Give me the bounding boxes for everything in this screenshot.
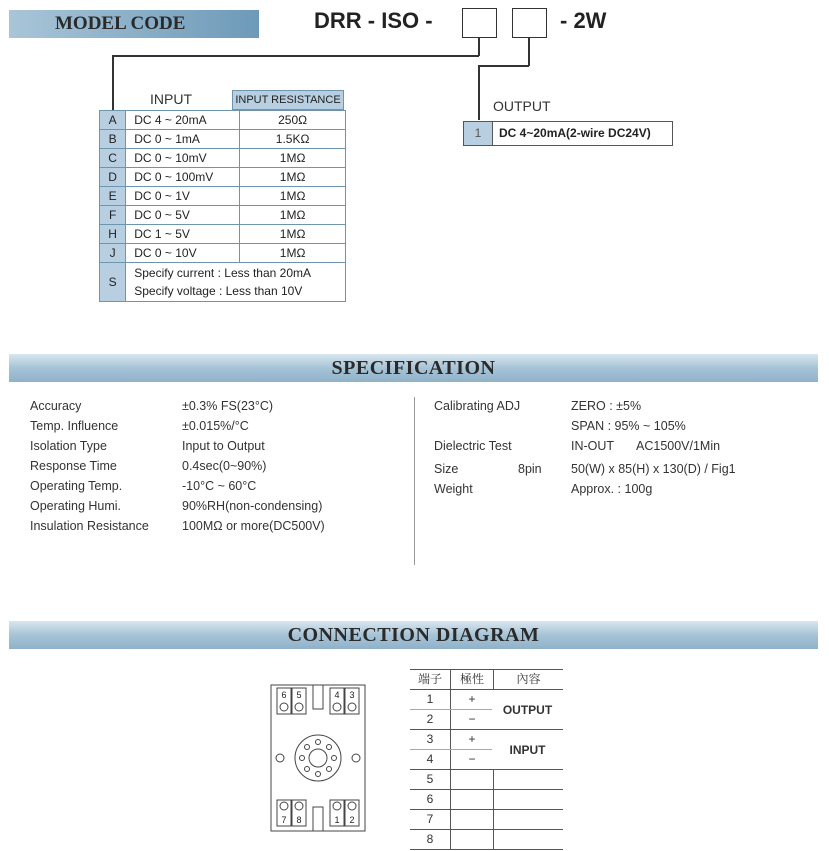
- terminal-3: 3: [349, 690, 355, 700]
- input-row: [100, 244, 346, 263]
- output-desc: DC 4~20mA(2-wire DC24V): [499, 126, 651, 140]
- terminal-5: 5: [296, 690, 302, 700]
- spec-label: Accuracy: [30, 399, 82, 413]
- spec-value: 100MΩ or more(DC500V): [182, 519, 325, 533]
- size-value: 50(W) x 85(H) x 130(D) / Fig1: [571, 462, 736, 476]
- spec-label: Operating Humi.: [30, 499, 122, 513]
- input-row: [100, 206, 346, 225]
- spec-label: Operating Temp.: [30, 479, 123, 493]
- terminal-8: 8: [296, 815, 302, 825]
- terminal-number: 3: [410, 730, 451, 749]
- output-content: OUTPUT: [492, 690, 563, 730]
- input-content: INPUT: [492, 730, 563, 770]
- model-suffix: - 2W: [560, 8, 607, 33]
- input-range: DC 1 ~ 5V: [126, 225, 240, 244]
- terminal-7: 7: [281, 815, 287, 825]
- input-row: [100, 187, 346, 206]
- polarity: +: [451, 730, 494, 749]
- connection-table: [410, 669, 563, 850]
- input-resistance: 1MΩ: [240, 149, 346, 168]
- terminal-number: 7: [410, 810, 451, 829]
- output-row: [463, 121, 673, 146]
- input-code: D: [100, 168, 126, 187]
- connection-row: [410, 790, 563, 810]
- specification-heading: SPECIFICATION: [9, 354, 818, 382]
- input-resistance: 1MΩ: [240, 206, 346, 225]
- input-resistance-header: INPUT RESISTANCE: [232, 90, 344, 110]
- input-code-box: [462, 8, 497, 38]
- spec-value: 0.4sec(0~90%): [182, 459, 267, 473]
- input-resistance: 1MΩ: [240, 244, 346, 263]
- terminal-6: 6: [281, 690, 287, 700]
- weight-value: Approx. : 100g: [571, 482, 653, 496]
- input-range: DC 0 ~ 10V: [126, 244, 240, 263]
- input-row: [100, 111, 346, 130]
- terminal-number: 5: [410, 770, 451, 789]
- input-range: DC 0 ~ 5V: [126, 206, 240, 225]
- polarity: −: [451, 710, 494, 729]
- input-table: [99, 110, 346, 302]
- header-content: 內容: [516, 672, 541, 686]
- terminal-2: 2: [349, 815, 355, 825]
- connection-diagram-heading: CONNECTION DIAGRAM: [9, 621, 818, 649]
- zero-value: ZERO : ±5%: [571, 399, 642, 413]
- input-range: DC 0 ~ 1mA: [126, 130, 240, 149]
- header-polarity: 極性: [451, 670, 494, 689]
- input-code: F: [100, 206, 126, 225]
- spec-label: Insulation Resistance: [30, 519, 149, 533]
- input-row: [100, 225, 346, 244]
- spec-labels: [30, 396, 149, 536]
- output-label: OUTPUT: [493, 98, 551, 114]
- spec-divider: [414, 397, 415, 565]
- input-code: S: [100, 263, 126, 302]
- input-row: [100, 149, 346, 168]
- model-code-heading: MODEL CODE: [9, 10, 259, 38]
- terminal-number: 8: [410, 830, 451, 849]
- terminal-number: 4: [410, 750, 451, 769]
- input-code: B: [100, 130, 126, 149]
- size-pin: 8pin: [518, 462, 542, 476]
- span-value: SPAN : 95% ~ 105%: [571, 419, 686, 433]
- terminal-number: 6: [410, 790, 451, 809]
- terminal-4: 4: [334, 690, 340, 700]
- input-resistance: 1MΩ: [240, 225, 346, 244]
- input-resistance: 250Ω: [240, 111, 346, 130]
- polarity: [451, 790, 494, 809]
- spec-value: ±0.3% FS(23°C): [182, 399, 274, 413]
- connection-row: [410, 810, 563, 830]
- input-special-row: [100, 263, 346, 302]
- connection-row: [410, 830, 563, 850]
- socket-diagram: [268, 682, 368, 834]
- terminal-number: 2: [410, 710, 451, 729]
- dielectric-label: Dielectric Test: [434, 439, 512, 453]
- polarity: −: [451, 750, 494, 769]
- weight-label: Weight: [434, 482, 473, 496]
- output-code-box: [512, 8, 547, 38]
- output-code: 1: [464, 122, 493, 145]
- calib-label: Calibrating ADJ: [434, 399, 521, 413]
- spec-label: Temp. Influence: [30, 419, 119, 433]
- header-terminal: 端子: [410, 670, 451, 689]
- size-label: Size: [434, 462, 459, 476]
- polarity: [451, 830, 494, 849]
- polarity: [451, 810, 494, 829]
- spec-value: -10°C ~ 60°C: [182, 479, 257, 493]
- input-code: A: [100, 111, 126, 130]
- input-range: DC 4 ~ 20mA: [126, 111, 240, 130]
- input-row: [100, 130, 346, 149]
- spec-label: Response Time: [30, 459, 117, 473]
- connection-row: [410, 770, 563, 790]
- polarity: +: [451, 690, 494, 709]
- input-code: H: [100, 225, 126, 244]
- terminal-1: 1: [334, 815, 340, 825]
- spec-value: ±0.015%/°C: [182, 419, 249, 433]
- spec-value: 90%RH(non-condensing): [182, 499, 323, 513]
- input-range: DC 0 ~ 100mV: [126, 168, 240, 187]
- dielectric-b: AC1500V/1Min: [636, 439, 721, 453]
- input-code: J: [100, 244, 126, 263]
- spec-values: [182, 396, 325, 536]
- input-resistance: 1MΩ: [240, 168, 346, 187]
- input-code: C: [100, 149, 126, 168]
- input-range: DC 0 ~ 10mV: [126, 149, 240, 168]
- input-row: [100, 168, 346, 187]
- dielectric-a: IN-OUT: [571, 439, 615, 453]
- special-current: Specify current : Less than 20mA: [134, 266, 311, 280]
- input-resistance: 1.5KΩ: [240, 130, 346, 149]
- input-label: INPUT: [150, 91, 192, 107]
- model-prefix: DRR - ISO -: [314, 8, 433, 33]
- polarity: [451, 770, 494, 789]
- spec-value: Input to Output: [182, 439, 265, 453]
- special-voltage: Specify voltage : Less than 10V: [134, 284, 303, 298]
- input-range: DC 0 ~ 1V: [126, 187, 240, 206]
- input-resistance: 1MΩ: [240, 187, 346, 206]
- input-code: E: [100, 187, 126, 206]
- terminal-number: 1: [410, 690, 451, 709]
- spec-label: Isolation Type: [30, 439, 107, 453]
